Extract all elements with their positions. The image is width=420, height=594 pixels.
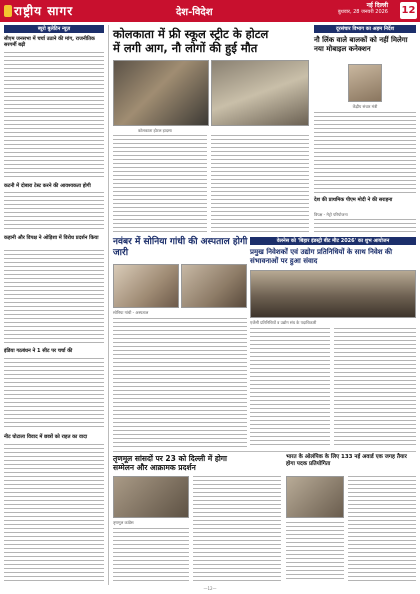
- main-body-col-2: [211, 135, 309, 235]
- minister-photo: [348, 64, 382, 102]
- left-sub-headline-4: नीट घोटाला विवाद में छात्रों को राहत का वादा: [4, 434, 88, 440]
- left-sub-headline-3: इंडिया गठबंधन ने 1 सीट पर चर्चा की: [4, 348, 73, 354]
- main-headline: [113, 27, 309, 55]
- olympics-headline: भारत के ओलंपिक के लिए 133 नई अवार्ड एक जगह तैयार होगा पदक प्रतियोगिता: [286, 454, 407, 467]
- newspaper-logo-icon: [4, 5, 12, 17]
- right-box-headline: देश की प्राथमिक पीएम मोदी ने की सराहना: [314, 197, 393, 203]
- main-headline-line-1: कोलकाता में फ्री स्कूल स्ट्रीट के होटल: [113, 27, 269, 41]
- masthead: [0, 0, 420, 22]
- left-body-text: [4, 52, 104, 180]
- page-footer-marker: —12—: [203, 586, 217, 591]
- edition-info: [268, 3, 388, 15]
- left-body-text-5: [4, 444, 104, 582]
- right-column-header: दूरसंचार विभाग का अहम निर्देश: [314, 25, 416, 33]
- left-column-header: ब्यूरो बुलेटिन न्यूज़: [4, 25, 104, 33]
- section-title: देश-विदेश: [176, 7, 213, 18]
- edition-city: नई दिल्ली: [366, 2, 388, 9]
- left-lead-headline: सीएम जनसभा में चर्चा उठाने की मांग, राजनीतिक सरगर्मी बढ़ी: [4, 36, 95, 48]
- main-body-col-1: [113, 135, 207, 235]
- minister-caption: केंद्रीय संचार मंत्री: [352, 104, 378, 109]
- summit-headline: प्रमुख निवेशकों एवं उद्योग प्रतिनिधियों के साथ निवेश की संभावनाओं पर हुआ संवाद: [250, 248, 393, 265]
- column-divider: [108, 25, 109, 585]
- summit-body-col-2: [334, 328, 416, 448]
- right-body-text: [314, 112, 416, 194]
- summit-caption: एजेंसी प्रतिनिधियों व उद्योग संघ के पदाधिकारी: [250, 320, 317, 325]
- tmc-headline-line-1: तृणमूल सांसदों पर 23 को दिल्ली में होगा: [113, 454, 227, 463]
- newspaper-logo: राष्ट्रीय सागर: [14, 4, 74, 18]
- tmc-headline: [113, 454, 281, 472]
- left-body-text-2: [4, 192, 104, 232]
- sonia-photo: [113, 264, 179, 308]
- sonia-caption: सोनिया गांधी - अस्पताल: [113, 310, 149, 315]
- tmc-caption: तृणमूल कांग्रेस: [113, 520, 134, 525]
- left-sub-headline-2: कहानी और विपक्ष ने ओड़िशा में विरोध प्रदर्शन किया: [4, 235, 99, 241]
- sonia-photo-2: [181, 264, 247, 308]
- main-photo-caption: कोलकाता होटल हादसा: [138, 128, 172, 133]
- tmc-headline-line-2: सम्मेलन और आक्रामक प्रदर्शन: [113, 463, 196, 472]
- edition-date: बुधवार, 28 जनवरी 2026: [337, 9, 388, 15]
- right-box-sub: विपक्ष - मेट्रो परियोजना: [314, 212, 348, 217]
- rescue-photo: [211, 60, 309, 126]
- section-divider: [113, 451, 416, 452]
- olympics-body-col-2: [348, 476, 416, 582]
- tmc-body-col-2: [193, 476, 281, 582]
- right-box-body: [314, 219, 416, 235]
- summit-body-col-1: [250, 328, 330, 448]
- left-body-text-3: [4, 250, 104, 345]
- left-sub-headline-1: कटनी में दोबारा टेस्ट करने की आवश्यकता होगी: [4, 183, 91, 189]
- left-body-text-4: [4, 358, 104, 430]
- fire-photo: [113, 60, 209, 126]
- tmc-photo: [113, 476, 189, 518]
- page-number: 12: [400, 2, 417, 19]
- sonia-body-text: [113, 318, 247, 448]
- tmc-body-col-1: [113, 528, 189, 582]
- summit-banner: वेलनेस को 'बिहार इंडस्ट्री बीट मीट 2026' का शुभ आयोजन: [250, 237, 416, 245]
- sonia-headline: नवंबर में सोनिया गांधी की अस्पताल होगी जारी: [113, 237, 248, 258]
- main-headline-line-2: में लगी आग, नौ लोगों की हुई मौत: [113, 41, 258, 55]
- olympics-body-col-1: [286, 522, 344, 582]
- right-headline: नौ लिंक वाले बालकों को नहीं मिलेगा नया मोबाइल कनेक्शन: [314, 36, 408, 53]
- olympics-photo: [286, 476, 344, 518]
- summit-photo: [250, 270, 416, 318]
